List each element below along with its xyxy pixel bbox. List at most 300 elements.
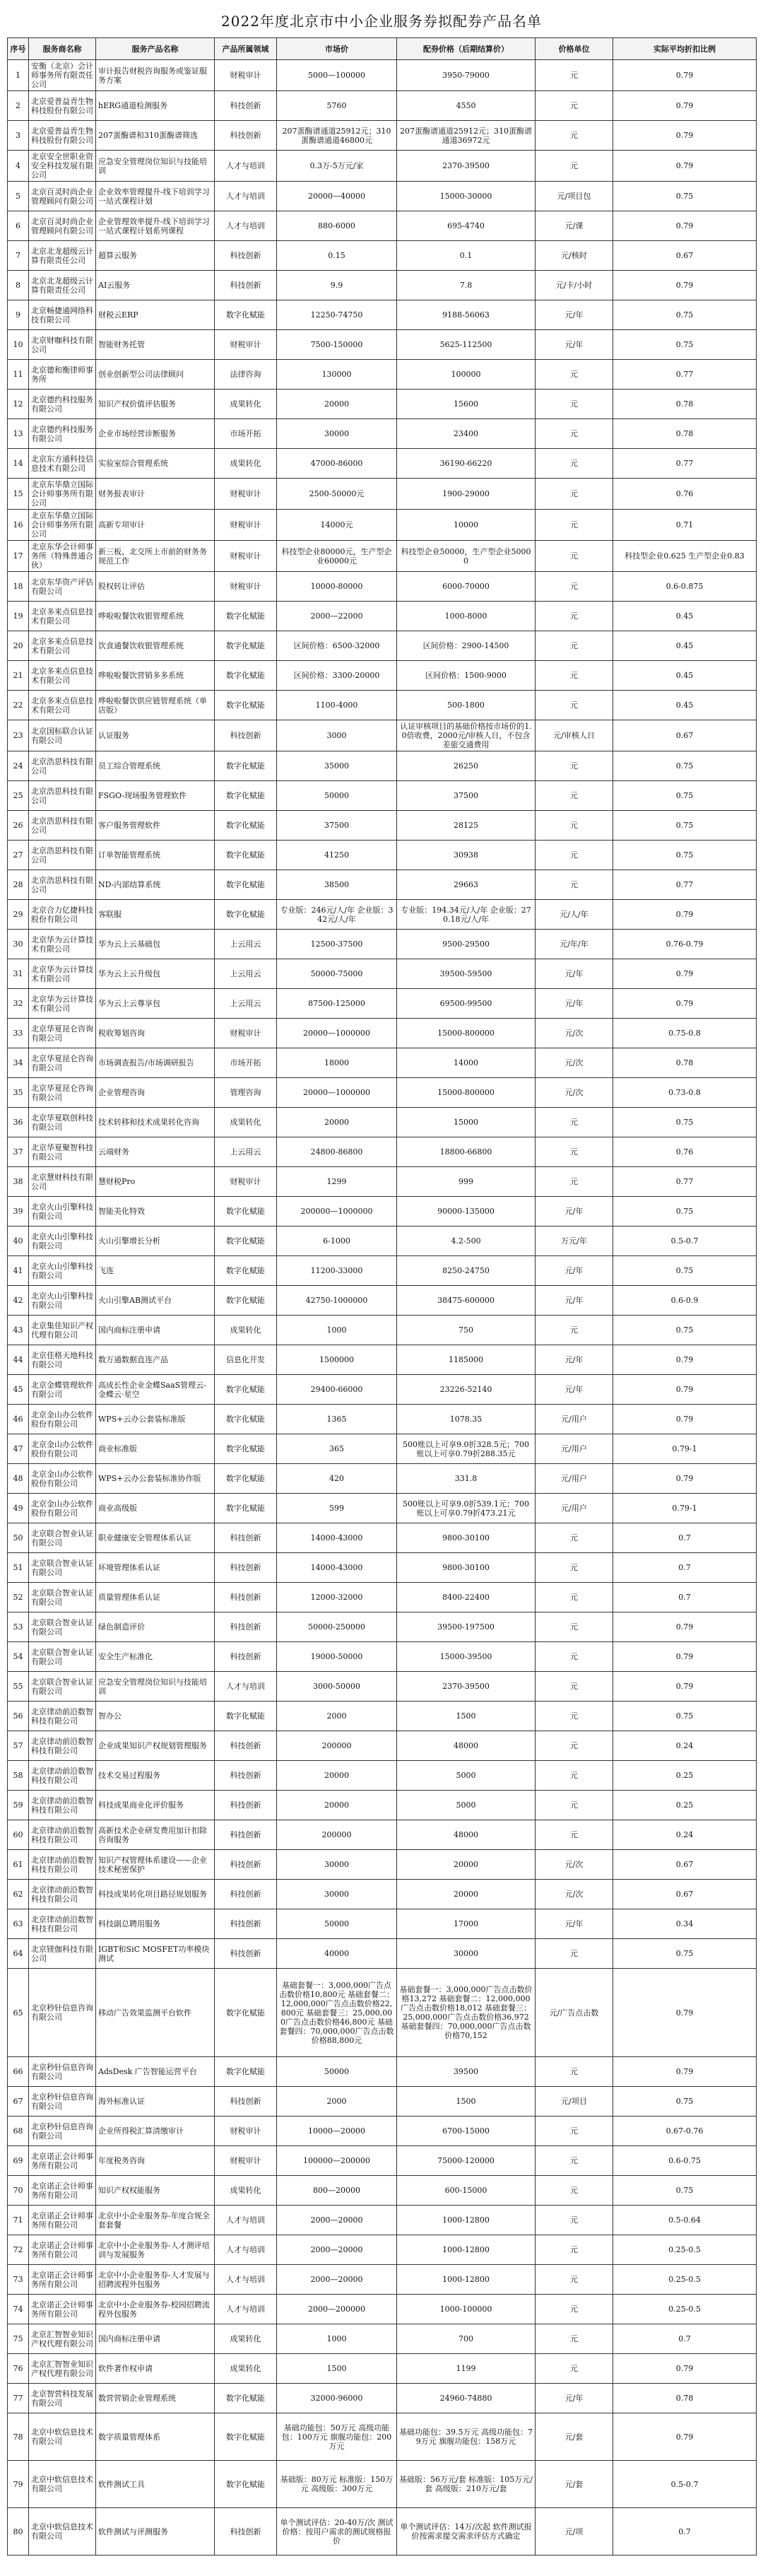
cell-no: 29 <box>8 900 29 930</box>
table-row <box>8 330 757 360</box>
cell-no: 40 <box>8 1226 29 1256</box>
cell-product: 知识产权权能服务 <box>96 2176 215 2206</box>
table-row <box>8 2235 757 2265</box>
cell-unit: 元/用户 <box>536 1405 613 1434</box>
cell-no: 61 <box>8 1850 29 1880</box>
cell-market-price: 2000—20000 <box>277 2235 397 2265</box>
table-row <box>8 1434 757 1464</box>
cell-product: 企业管理效率提升-线下培训学习一站式课程计划系列课程 <box>96 211 215 241</box>
cell-no: 31 <box>8 959 29 989</box>
cell-field: 法律咨询 <box>215 360 277 390</box>
cell-unit: 元 <box>536 2295 613 2324</box>
table-row <box>8 1464 757 1494</box>
cell-field: 人才与培训 <box>215 2265 277 2295</box>
cell-field: 数字化赋能 <box>215 2384 277 2413</box>
cell-voucher-price: 6000-70000 <box>397 572 536 602</box>
cell-voucher-price: 26250 <box>397 751 536 781</box>
cell-unit: 元 <box>536 2206 613 2235</box>
cell-provider: 北京诺正会计师事务所有限公司 <box>29 2206 96 2235</box>
cell-discount: 0.79 <box>613 60 757 91</box>
cell-market-price: 38500 <box>277 870 397 900</box>
cell-field: 科技创新 <box>215 91 277 121</box>
cell-product: 飞连 <box>96 1256 215 1286</box>
cell-market-price: 2000—20000 <box>277 2265 397 2295</box>
cell-provider: 北京东华鼎立国际会计师事务所有限公司 <box>29 510 96 541</box>
cell-market-price: 12500-37500 <box>277 930 397 959</box>
cell-field: 科技创新 <box>215 1583 277 1612</box>
cell-discount: 0.25-0.5 <box>613 2235 757 2265</box>
cell-discount: 0.75 <box>613 330 757 360</box>
cell-voucher-price: 30938 <box>397 841 536 870</box>
cell-product: 云端财务 <box>96 1137 215 1167</box>
cell-market-price: 19000-50000 <box>277 1642 397 1672</box>
table-row <box>8 1583 757 1612</box>
cell-voucher-price: 1185000 <box>397 1345 536 1375</box>
cell-discount: 0.25-0.5 <box>613 2265 757 2295</box>
cell-market-price: 2000—200000 <box>277 2295 397 2324</box>
cell-unit: 元/课 <box>536 211 613 241</box>
cell-no: 24 <box>8 751 29 781</box>
cell-product: 客户服务管理软件 <box>96 811 215 841</box>
cell-product: 北京中小企业服务券-人才发展与招聘流程外包服务 <box>96 2265 215 2295</box>
cell-product: 高新技术企业研发费用加计扣除咨询服务 <box>96 1820 215 1850</box>
cell-field: 财税审计 <box>215 510 277 541</box>
cell-product: 职业健康安全管理体系认证 <box>96 1523 215 1553</box>
cell-unit: 元 <box>536 1731 613 1761</box>
cell-product: 饮食通餐饮收银管理系统 <box>96 631 215 661</box>
cell-field: 上云用云 <box>215 1137 277 1167</box>
cell-no: 51 <box>8 1553 29 1583</box>
cell-no: 55 <box>8 1672 29 1702</box>
cell-voucher-price: 8250-24750 <box>397 1256 536 1286</box>
cell-voucher-price: 5000 <box>397 1791 536 1820</box>
cell-unit: 元/年 <box>536 989 613 1019</box>
cell-unit: 元/项目 <box>536 2087 613 2117</box>
cell-provider: 北京财咖科技有限公司 <box>29 330 96 360</box>
cell-voucher-price: 1000-12800 <box>397 2265 536 2295</box>
cell-no: 28 <box>8 870 29 900</box>
cell-market-price: 14000-43000 <box>277 1553 397 1583</box>
cell-voucher-price: 1000-12800 <box>397 2206 536 2235</box>
cell-market-price: 18000 <box>277 1048 397 1078</box>
cell-voucher-price: 48000 <box>397 1820 536 1850</box>
cell-provider: 北京火山引擎科技有限公司 <box>29 1256 96 1286</box>
cell-provider: 北京华为云计算技术有限公司 <box>29 989 96 1019</box>
cell-voucher-price: 331.8 <box>397 1464 536 1494</box>
cell-no: 73 <box>8 2265 29 2295</box>
cell-voucher-price: 基础套餐一：3,000,000广告点击数价格13,272 基础套餐二：12,000,000广告点击数价格18,012 基础套餐三：25,000,000广告点击数价格36,972 基础套餐四：70,000,000广告点击数价格70,152 <box>397 1969 536 2057</box>
cell-product: 北京中小企业服务券-人才测评培训与发展服务 <box>96 2235 215 2265</box>
cell-no: 67 <box>8 2087 29 2117</box>
cell-product: 商业高级版 <box>96 1494 215 1523</box>
cell-unit: 元/年 <box>536 1375 613 1405</box>
cell-market-price: 基础版：80万元 标准版：150万元 高级版：300万元 <box>277 2461 397 2508</box>
cell-field: 科技创新 <box>215 1642 277 1672</box>
cell-discount: 0.75 <box>613 1316 757 1345</box>
table-row <box>8 2117 757 2146</box>
cell-provider: 北京华夏昆仑咨询有限公司 <box>29 1078 96 1108</box>
table-row <box>8 930 757 959</box>
cell-voucher-price: 100000 <box>397 360 536 390</box>
cell-product: 北京中小企业服务券-年度合规全套套餐 <box>96 2206 215 2235</box>
cell-market-price: 5000—100000 <box>277 60 397 91</box>
cell-product: 企业效率管理提升-线下培训学习一站式课程计划 <box>96 182 215 211</box>
table-row <box>8 870 757 900</box>
cell-product: 认证服务 <box>96 720 215 751</box>
table-row <box>8 1523 757 1553</box>
table-row <box>8 2413 757 2461</box>
cell-field: 数字化赋能 <box>215 1434 277 1464</box>
cell-voucher-price: 0.1 <box>397 241 536 271</box>
cell-field: 数字化赋能 <box>215 1375 277 1405</box>
cell-discount: 0.79 <box>613 151 757 182</box>
cell-market-price: 2000—22000 <box>277 602 397 631</box>
cell-unit: 元/广告点击数 <box>536 1969 613 2057</box>
cell-provider: 北京爱普益青生物科技股份有限公司 <box>29 91 96 121</box>
cell-provider: 北京金山办公软件股份有限公司 <box>29 1494 96 1523</box>
cell-unit: 元/年 <box>536 1345 613 1375</box>
cell-discount: 0.77 <box>613 449 757 479</box>
table-row <box>8 1019 757 1048</box>
cell-market-price: 2000—20000 <box>277 2206 397 2235</box>
cell-market-price: 基础功能包：50万元 高级功能包：100万元 旗舰功能包：200万元 <box>277 2413 397 2461</box>
cell-product: 财税云ERP <box>96 300 215 330</box>
table-row <box>8 1137 757 1167</box>
cell-unit: 元 <box>536 2176 613 2206</box>
cell-unit: 元 <box>536 1316 613 1345</box>
cell-product: 税收筹划咨询 <box>96 1019 215 1048</box>
table-row <box>8 541 757 572</box>
cell-provider: 北京联合智业认证有限公司 <box>29 1583 96 1612</box>
cell-voucher-price: 39500-197500 <box>397 1612 536 1642</box>
cell-field: 成果转化 <box>215 2354 277 2384</box>
cell-provider: 北京律动前沿数智科技有限公司 <box>29 1909 96 1939</box>
cell-discount: 0.75 <box>613 811 757 841</box>
cell-discount: 0.79 <box>613 2057 757 2087</box>
cell-discount: 0.75 <box>613 1939 757 1969</box>
cell-product: 火山引擎AB测试平台 <box>96 1286 215 1316</box>
cell-discount: 0.67 <box>613 1850 757 1880</box>
cell-no: 32 <box>8 989 29 1019</box>
table-row <box>8 2295 757 2324</box>
table-row <box>8 211 757 241</box>
cell-product: FSGO-现场服务管理软件 <box>96 781 215 811</box>
table-row <box>8 2324 757 2354</box>
cell-voucher-price: 37500 <box>397 781 536 811</box>
table-row <box>8 1405 757 1434</box>
cell-no: 66 <box>8 2057 29 2087</box>
cell-provider: 北京华夏昆仑咨询有限公司 <box>29 1048 96 1078</box>
cell-market-price: 14000元 <box>277 510 397 541</box>
cell-field: 人才与培训 <box>215 2295 277 2324</box>
cell-discount: 0.75 <box>613 1702 757 1731</box>
table-row <box>8 300 757 330</box>
cell-product: 技术转移和技术成果转化咨询 <box>96 1108 215 1137</box>
cell-voucher-price: 23400 <box>397 419 536 449</box>
cell-market-price: 207蛋酶谱通道25912元；310蛋酶谱通道46800元 <box>277 121 397 151</box>
cell-voucher-price: 9800-30100 <box>397 1553 536 1583</box>
cell-market-price: 专业版：246元/人/年 企业版：342元/人/年 <box>277 900 397 930</box>
cell-discount: 0.75 <box>613 841 757 870</box>
cell-no: 14 <box>8 449 29 479</box>
cell-voucher-price: 基础功能包：39.5万元 高级功能包：79万元 旗舰功能包：158万元 <box>397 2413 536 2461</box>
cell-unit: 元 <box>536 1167 613 1197</box>
cell-provider: 北京金山办公软件股份有限公司 <box>29 1434 96 1464</box>
cell-discount: 0.71 <box>613 510 757 541</box>
table-row <box>8 1494 757 1523</box>
cell-field: 科技创新 <box>215 1523 277 1553</box>
cell-provider: 北京东华会计师事务所（特殊普通合伙） <box>29 541 96 572</box>
cell-field: 人才与培训 <box>215 182 277 211</box>
cell-provider: 北京德约科技服务有限公司 <box>29 419 96 449</box>
cell-field: 数字化赋能 <box>215 1286 277 1316</box>
cell-market-price: 3000 <box>277 720 397 751</box>
table-row <box>8 2176 757 2206</box>
cell-market-price: 20000 <box>277 390 397 419</box>
cell-discount: 0.25 <box>613 1791 757 1820</box>
cell-field: 科技创新 <box>215 720 277 751</box>
cell-market-price: 42750-1000000 <box>277 1286 397 1316</box>
cell-discount: 0.75 <box>613 2176 757 2206</box>
cell-field: 数字化赋能 <box>215 2057 277 2087</box>
cell-provider: 北京集佳知识产权代理有限公司 <box>29 1316 96 1345</box>
cell-field: 数字化赋能 <box>215 841 277 870</box>
cell-voucher-price: 基础版：56万元/套 标准版：105万元/套 高级版：210万元/套 <box>397 2461 536 2508</box>
cell-voucher-price: 20000 <box>397 1850 536 1880</box>
col-header-unit: 价格单位 <box>536 38 613 60</box>
cell-market-price: 87500-125000 <box>277 989 397 1019</box>
cell-field: 财税审计 <box>215 479 277 510</box>
cell-voucher-price: 科技型企业50000，生产型企业50000 <box>397 541 536 572</box>
cell-no: 12 <box>8 390 29 419</box>
cell-voucher-price: 9800-30100 <box>397 1523 536 1553</box>
cell-voucher-price: 认证审核项目的基础价格按市场价的1.0倍收费，2000元/审核人日，不包含差旅交通费用 <box>397 720 536 751</box>
cell-provider: 北京慧财科技有限公司 <box>29 1167 96 1197</box>
cell-market-price: 20000 <box>277 1791 397 1820</box>
cell-voucher-price: 3950-79000 <box>397 60 536 91</box>
table-row <box>8 419 757 449</box>
cell-market-price: 1299 <box>277 1167 397 1197</box>
cell-unit: 元 <box>536 1108 613 1137</box>
cell-discount: 0.25-0.5 <box>613 2295 757 2324</box>
table-row <box>8 1969 757 2057</box>
cell-market-price: 37500 <box>277 811 397 841</box>
cell-provider: 北京秒针信息咨询有限公司 <box>29 1969 96 2057</box>
cell-no: 39 <box>8 1197 29 1226</box>
cell-product: 207蛋酶谱和310蛋酶谱筛选 <box>96 121 215 151</box>
cell-product: 科技副总聘用服务 <box>96 1909 215 1939</box>
cell-provider: 北京联合智业认证有限公司 <box>29 1553 96 1583</box>
table-row <box>8 1731 757 1761</box>
cell-market-price: 12000-32000 <box>277 1583 397 1612</box>
cell-no: 45 <box>8 1375 29 1405</box>
cell-discount: 0.79-1 <box>613 1434 757 1464</box>
cell-voucher-price: 600-15000 <box>397 2176 536 2206</box>
cell-product: 哗啦啦餐饮收银管理系统 <box>96 602 215 631</box>
cell-field: 数字化赋能 <box>215 661 277 691</box>
cell-market-price: 20000 <box>277 1108 397 1137</box>
cell-discount: 0.79 <box>613 121 757 151</box>
cell-no: 44 <box>8 1345 29 1375</box>
cell-provider: 北京浩思科技有限公司 <box>29 751 96 781</box>
cell-product: 知识产权价值评估服务 <box>96 390 215 419</box>
cell-discount: 0.78 <box>613 2384 757 2413</box>
cell-unit: 元/套 <box>536 2461 613 2508</box>
cell-voucher-price: 6700-15000 <box>397 2117 536 2146</box>
cell-field: 科技创新 <box>215 2508 277 2555</box>
cell-unit: 元 <box>536 510 613 541</box>
cell-product: 数营营销企业管理系统 <box>96 2384 215 2413</box>
table-row <box>8 1316 757 1345</box>
cell-provider: 北京德约科技服务有限公司 <box>29 390 96 419</box>
cell-provider: 北京汇智智业知识产权代理有限公司 <box>29 2354 96 2384</box>
cell-field: 成果转化 <box>215 390 277 419</box>
cell-market-price: 50000 <box>277 2057 397 2087</box>
cell-unit: 元 <box>536 841 613 870</box>
cell-market-price: 5760 <box>277 91 397 121</box>
cell-unit: 元/项目包 <box>536 182 613 211</box>
cell-unit: 元/次 <box>536 1078 613 1108</box>
cell-discount: 0.79 <box>613 211 757 241</box>
cell-field: 财税审计 <box>215 330 277 360</box>
cell-field: 人才与培训 <box>215 1672 277 1702</box>
cell-no: 77 <box>8 2384 29 2413</box>
cell-product: 慧财税Pro <box>96 1167 215 1197</box>
cell-voucher-price: 2370-39500 <box>397 1672 536 1702</box>
cell-field: 数字化赋能 <box>215 2461 277 2508</box>
cell-no: 68 <box>8 2117 29 2146</box>
cell-field: 数字化赋能 <box>215 691 277 720</box>
cell-no: 16 <box>8 510 29 541</box>
cell-product: 海外标准认证 <box>96 2087 215 2117</box>
cell-field: 科技创新 <box>215 1612 277 1642</box>
cell-market-price: 9.9 <box>277 271 397 300</box>
cell-product: 实验室综合管理系统 <box>96 449 215 479</box>
cell-provider: 北京联合智业认证有限公司 <box>29 1612 96 1642</box>
cell-discount: 0.75 <box>613 2087 757 2117</box>
table-row <box>8 2265 757 2295</box>
table-row <box>8 1791 757 1820</box>
cell-voucher-price: 9500-29500 <box>397 930 536 959</box>
table-row <box>8 1553 757 1583</box>
cell-market-price: 32000-96000 <box>277 2384 397 2413</box>
cell-discount: 0.79 <box>613 959 757 989</box>
cell-no: 76 <box>8 2354 29 2384</box>
cell-provider: 北京律动前沿数智科技有限公司 <box>29 1820 96 1850</box>
cell-field: 数字化赋能 <box>215 1464 277 1494</box>
table-row <box>8 1167 757 1197</box>
cell-product: 科技成果商业化评价服务 <box>96 1791 215 1820</box>
cell-no: 11 <box>8 360 29 390</box>
table-row <box>8 1197 757 1226</box>
cell-no: 2 <box>8 91 29 121</box>
cell-product: 火山引擎增长分析 <box>96 1226 215 1256</box>
cell-field: 财税审计 <box>215 60 277 91</box>
cell-provider: 北京律动前沿数智科技有限公司 <box>29 1850 96 1880</box>
cell-voucher-price: 5000 <box>397 1761 536 1791</box>
cell-product: 科技成果转化项目路径规划服务 <box>96 1880 215 1909</box>
cell-provider: 北京北龙超级云计算有限责任公司 <box>29 241 96 271</box>
cell-market-price: 10000-80000 <box>277 572 397 602</box>
table-row <box>8 1078 757 1108</box>
cell-voucher-price: 区间价格：2900-14500 <box>397 631 536 661</box>
cell-field: 上云用云 <box>215 930 277 959</box>
cell-no: 5 <box>8 182 29 211</box>
cell-provider: 北京浩思科技有限公司 <box>29 841 96 870</box>
cell-voucher-price: 2370-39500 <box>397 151 536 182</box>
table-row <box>8 2508 757 2555</box>
cell-unit: 元 <box>536 479 613 510</box>
cell-provider: 北京联合智业认证有限公司 <box>29 1672 96 1702</box>
cell-product: AdsDesk 广告智能运营平台 <box>96 2057 215 2087</box>
cell-unit: 元 <box>536 1791 613 1820</box>
cell-market-price: 420 <box>277 1464 397 1494</box>
cell-market-price: 1500000 <box>277 1345 397 1375</box>
cell-no: 63 <box>8 1909 29 1939</box>
cell-unit: 元 <box>536 1612 613 1642</box>
cell-market-price: 100000—200000 <box>277 2146 397 2176</box>
cell-voucher-price: 75000-120000 <box>397 2146 536 2176</box>
cell-no: 78 <box>8 2413 29 2461</box>
cell-discount: 0.25 <box>613 1761 757 1791</box>
cell-voucher-price: 单个测试评估：14万/次起 软件测试报价按需求提交需求评估方式确定 <box>397 2508 536 2555</box>
cell-voucher-price: 1000-8000 <box>397 602 536 631</box>
cell-unit: 元/核时 <box>536 241 613 271</box>
cell-product: 高成长性企业金蝶SaaS管理云-金蝶云·星空 <box>96 1375 215 1405</box>
cell-provider: 北京合力亿捷科技股份有限公司 <box>29 900 96 930</box>
cell-field: 科技创新 <box>215 1820 277 1850</box>
col-header-provider: 服务商名称 <box>29 38 96 60</box>
cell-market-price: 20000—1000000 <box>277 1019 397 1048</box>
cell-no: 22 <box>8 691 29 720</box>
cell-market-price: 2000 <box>277 2087 397 2117</box>
cell-unit: 元 <box>536 1820 613 1850</box>
cell-market-price: 30000 <box>277 1850 397 1880</box>
table-row <box>8 989 757 1019</box>
cell-discount: 0.77 <box>613 870 757 900</box>
cell-discount: 0.7 <box>613 2324 757 2354</box>
table-row <box>8 182 757 211</box>
cell-voucher-price: 29663 <box>397 870 536 900</box>
cell-market-price: 47000-86000 <box>277 449 397 479</box>
cell-voucher-price: 1000-100000 <box>397 2295 536 2324</box>
cell-discount: 0.67 <box>613 1880 757 1909</box>
cell-field: 科技创新 <box>215 1791 277 1820</box>
cell-unit: 元 <box>536 360 613 390</box>
cell-market-price: 1000 <box>277 1316 397 1345</box>
cell-no: 8 <box>8 271 29 300</box>
cell-provider: 北京诺正会计师事务所有限公司 <box>29 2146 96 2176</box>
cell-provider: 北京金蝶管理软件有限公司 <box>29 1375 96 1405</box>
cell-field: 数字化赋能 <box>215 900 277 930</box>
table-row <box>8 449 757 479</box>
cell-unit: 元 <box>536 60 613 91</box>
table-row <box>8 959 757 989</box>
cell-unit: 元 <box>536 541 613 572</box>
cell-unit: 元 <box>536 1553 613 1583</box>
cell-provider: 北京浩思科技有限公司 <box>29 870 96 900</box>
cell-voucher-price: 4.2-500 <box>397 1226 536 1256</box>
cell-discount: 0.24 <box>613 1731 757 1761</box>
cell-no: 30 <box>8 930 29 959</box>
cell-no: 41 <box>8 1256 29 1286</box>
cell-unit: 元/年 <box>536 1286 613 1316</box>
table-row <box>8 2087 757 2117</box>
cell-market-price: 14000-43000 <box>277 1523 397 1553</box>
table-row <box>8 91 757 121</box>
cell-field: 管理咨询 <box>215 1078 277 1108</box>
cell-no: 46 <box>8 1405 29 1434</box>
